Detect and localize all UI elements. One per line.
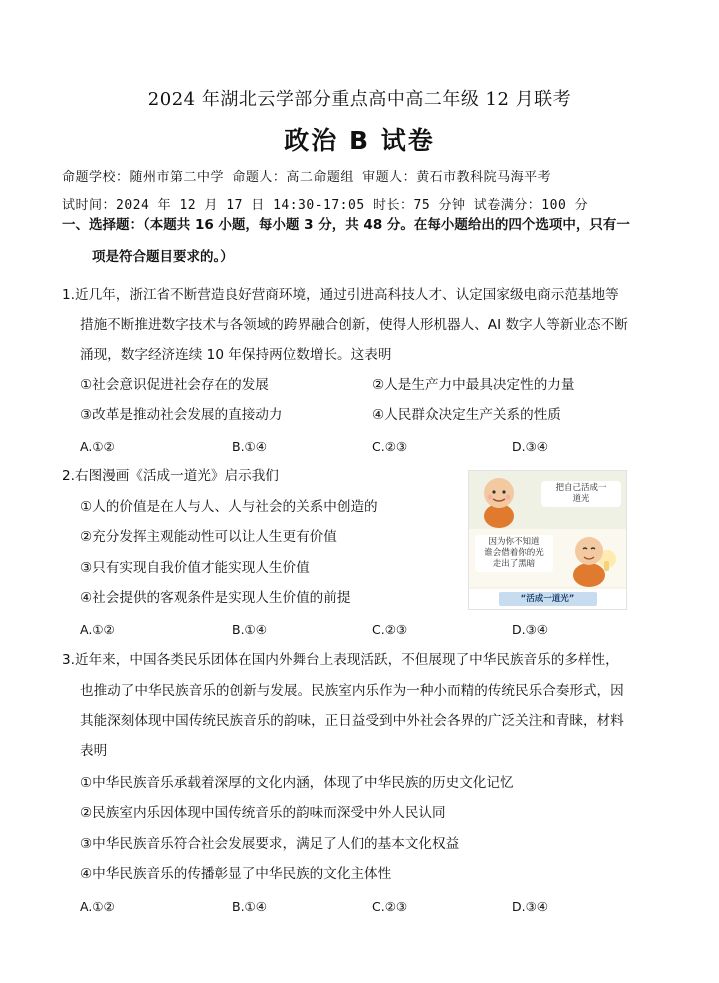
q3-stem-line-1: 3.近年来，中国各类民乐团体在国内外舞台上表现活跃，不但展现了中华民族音乐的多样性， [62, 652, 619, 668]
comic-panel-bottom [469, 529, 626, 587]
q3-option-1: ①中华民族音乐承载着深厚的文化内涵，体现了中华民族的历史文化记忆 [80, 775, 514, 791]
q2-option-4: ④社会提供的客观条件是实现人生价值的前提 [80, 590, 351, 606]
comic-image [468, 470, 627, 610]
q2-choice-a: A.①② [80, 622, 115, 637]
q3-option-3: ③中华民族音乐符合社会发展要求，满足了人们的基本文化权益 [80, 836, 460, 852]
q1-option-4: ④人民群众决定生产关系的性质 [372, 407, 561, 423]
exam-info-line-1: 命题学校：随州市第二中学 命题人：高二命题组 审题人：黄石市教科院马海平考 [62, 170, 552, 185]
q2-option-2: ②充分发挥主观能动性可以让人生更有价值 [80, 529, 337, 545]
exam-title: 2024 年湖北云学部分重点高中高二年级 12 月联考 [147, 89, 572, 110]
q3-choice-d: D.③④ [512, 899, 549, 914]
monk-figure-icon [477, 474, 521, 528]
q3-stem-line-2: 也推动了中华民族音乐的创新与发展。民族室内乐作为一种小而精的传统民乐合奏形式，因 [80, 683, 624, 699]
q1-choice-d: D.③④ [512, 439, 549, 454]
q2-option-3: ③只有实现自我价值才能实现人生价值 [80, 560, 310, 576]
q1-choice-b: B.①④ [232, 439, 267, 454]
section-heading: 一、选择题：（本题共 16 小题，每小题 3 分，共 48 分。在每小题给出的四个选项中，只有一 [62, 217, 630, 233]
q2-choice-c: C.②③ [372, 622, 408, 637]
q3-option-2: ②民族室内乐因体现中国传统音乐的韵味而深受中外人民认同 [80, 805, 446, 821]
comic-speech-bubble-top [541, 481, 621, 507]
section-heading-cont: 项是符合题目要求的。） [92, 249, 234, 265]
comic-text-bot-1: 因为你不知道 [488, 537, 540, 547]
exam-subject: 政治 B 试卷 [284, 126, 435, 155]
q2-choice-d: D.③④ [512, 622, 549, 637]
comic-text-top-1: 把自己活成一 [555, 483, 607, 493]
q3-choice-c: C.②③ [372, 899, 408, 914]
q3-choice-b: B.①④ [232, 899, 267, 914]
exam-info-line-2: 试时间：2024 年 12 月 17 日 14:30-17:05 时长：75 分钟 试卷满分：100 分 [62, 198, 589, 213]
q3-stem-line-4: 表明 [80, 743, 108, 759]
q1-choice-c: C.②③ [372, 439, 408, 454]
q1-option-3: ③改革是推动社会发展的直接动力 [80, 407, 283, 423]
q3-stem-line-3: 其能深刻体现中国传统民族音乐的韵味，正日益受到中外社会各界的广泛关注和青睐，材料 [80, 713, 624, 729]
q3-option-4: ④中华民族音乐的传播彰显了中华民族的文化主体性 [80, 866, 392, 882]
comic-text-bot-3: 走出了黑暗 [492, 559, 536, 569]
monk-holding-light-icon [563, 531, 617, 587]
q1-stem-line-2: 措施不断推进数字技术与各领域的跨界融合创新，使得人形机器人、AI 数字人等新业态不断 [80, 317, 628, 333]
q1-choice-a: A.①② [80, 439, 115, 454]
q1-option-2: ②人是生产力中最具决定性的力量 [372, 377, 575, 393]
comic-text-top-2: 道光 [572, 494, 590, 504]
comic-text-bot-2: 谁会借着你的光 [484, 548, 544, 558]
q2-option-1: ①人的价值是在人与人、人与社会的关系中创造的 [80, 499, 378, 515]
q1-stem-line-1: 1.近几年，浙江省不断营造良好营商环境，通过引进高科技人才、认定国家级电商示范基地等 [62, 287, 619, 303]
comic-panel-top [469, 471, 626, 529]
comic-caption: “活成一道光” [499, 592, 597, 606]
comic-caption-bar [469, 589, 626, 609]
q3-choice-a: A.①② [80, 899, 115, 914]
comic-speech-bubble-bottom [475, 535, 553, 572]
q2-choice-b: B.①④ [232, 622, 267, 637]
q1-stem-line-3: 涌现，数字经济连续 10 年保持两位数增长。这表明 [80, 347, 392, 363]
q2-stem-line-1: 2.右图漫画《活成一道光》启示我们 [62, 468, 279, 484]
q1-option-1: ①社会意识促进社会存在的发展 [80, 377, 269, 393]
